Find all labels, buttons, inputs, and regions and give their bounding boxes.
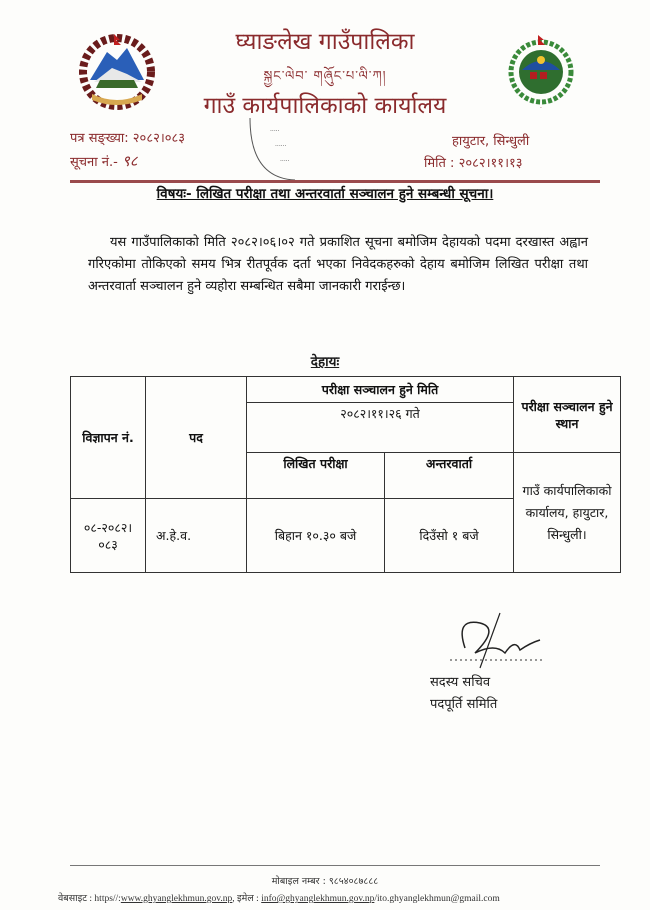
date-label: मिति : [424,156,455,171]
place: हायुटार, सिन्धुली [452,134,530,149]
letter-number-value: २०८२।०८३ [132,131,186,146]
written-time-cell: बिहान १०.३० बजे [247,499,385,573]
header-exam-date-title: परीक्षा सञ्चालन हुने मिति [247,377,514,403]
interview-time-cell: दिउँसो १ बजे [385,499,514,573]
header-ad-no: विज्ञापन नं. [71,377,146,499]
signatory-designation: सदस्य सचिव [430,675,491,690]
notice-number-value: ९८ [121,152,138,170]
letter-number-label: पत्र सङ्ख्या: [70,131,129,146]
header-interview: अन्तरवार्ता [385,453,514,499]
date [424,153,523,171]
svg-text:·····: ····· [270,128,280,135]
email-link-2[interactable]: /ito.ghyanglekhmun@gmail.com [374,894,500,904]
header-post: पद [146,377,247,499]
mobile-number: ९८५४०८७८८८ [328,876,379,887]
letter-number [70,128,185,146]
footer-divider [70,865,600,866]
footer-mobile [0,874,650,887]
date-value: २०८२।११।१३ [458,156,523,171]
notice-body-text: यस गाउँपालिकाको मिति २०८२।०६।०२ गते प्रकाशित सूचना बमोजिम देहायको पदमा दरखास्त अह्वान गरिएकोमा तोकिएको समय भित्र रीतपूर्वक दर्ता भएका निवेदकहरुको देहाय बमोजिम लिखित परीक्षा तथा अन्तरवार्ता सञ्चालन हुने व्यहोरा सम्बन्धित सबैमा जानकारी गराईन्छ। [88,235,588,294]
notice-body [88,232,588,298]
website-link[interactable]: www.ghyanglekhmun.gov.np [120,894,233,904]
post-cell: अ.हे.व. [146,499,247,573]
header-written: लिखित परीक्षा [247,453,385,499]
svg-text:·····: ····· [280,158,290,165]
municipality-title: घ्याङलेख गाउँपालिका [235,29,415,55]
subject-line: विषयः- लिखित परीक्षा तथा अन्तरवार्ता सञ्चालन हुने सम्बन्धी सूचना। [156,186,494,202]
table-caption: देहायः [310,354,340,370]
email-link[interactable]: info@ghyanglekhmun.gov.np [261,894,375,904]
mobile-label: मोबाइल नम्बर : [271,876,326,887]
office-title: गाउँ कार्यपालिकाको कार्यालय [203,93,447,119]
ad-no-cell: ०८-२०८२।०८३ [71,499,146,573]
signatory-committee: पदपूर्ति समिति [430,697,498,712]
schedule-table [70,376,621,573]
signature [445,608,555,682]
header-exam-date: २०८२।११।२६ गते [247,403,514,453]
website-label: वेबसाइट : https//: [58,894,121,904]
header-venue: परीक्षा सञ्चालन हुने स्थान [514,377,621,453]
svg-text:······: ······ [275,143,287,150]
header-divider [70,180,600,183]
svg-text:·: · [540,105,542,112]
footer-contact [58,891,500,904]
tibetan-title: སྐྱང་ལེབ་ གཞོུང་པ་ལི་ཀ། [263,69,387,84]
notice-number-label: सूचना नं.- [70,155,118,170]
signatory [430,672,497,716]
notice-number [70,151,138,171]
venue-cell: गाउँ कार्यपालिकाको कार्यालय, हायुटार, सिन्धुली। [514,453,621,573]
email-label: , इमेल : [232,894,259,904]
office-stamp [240,108,350,187]
